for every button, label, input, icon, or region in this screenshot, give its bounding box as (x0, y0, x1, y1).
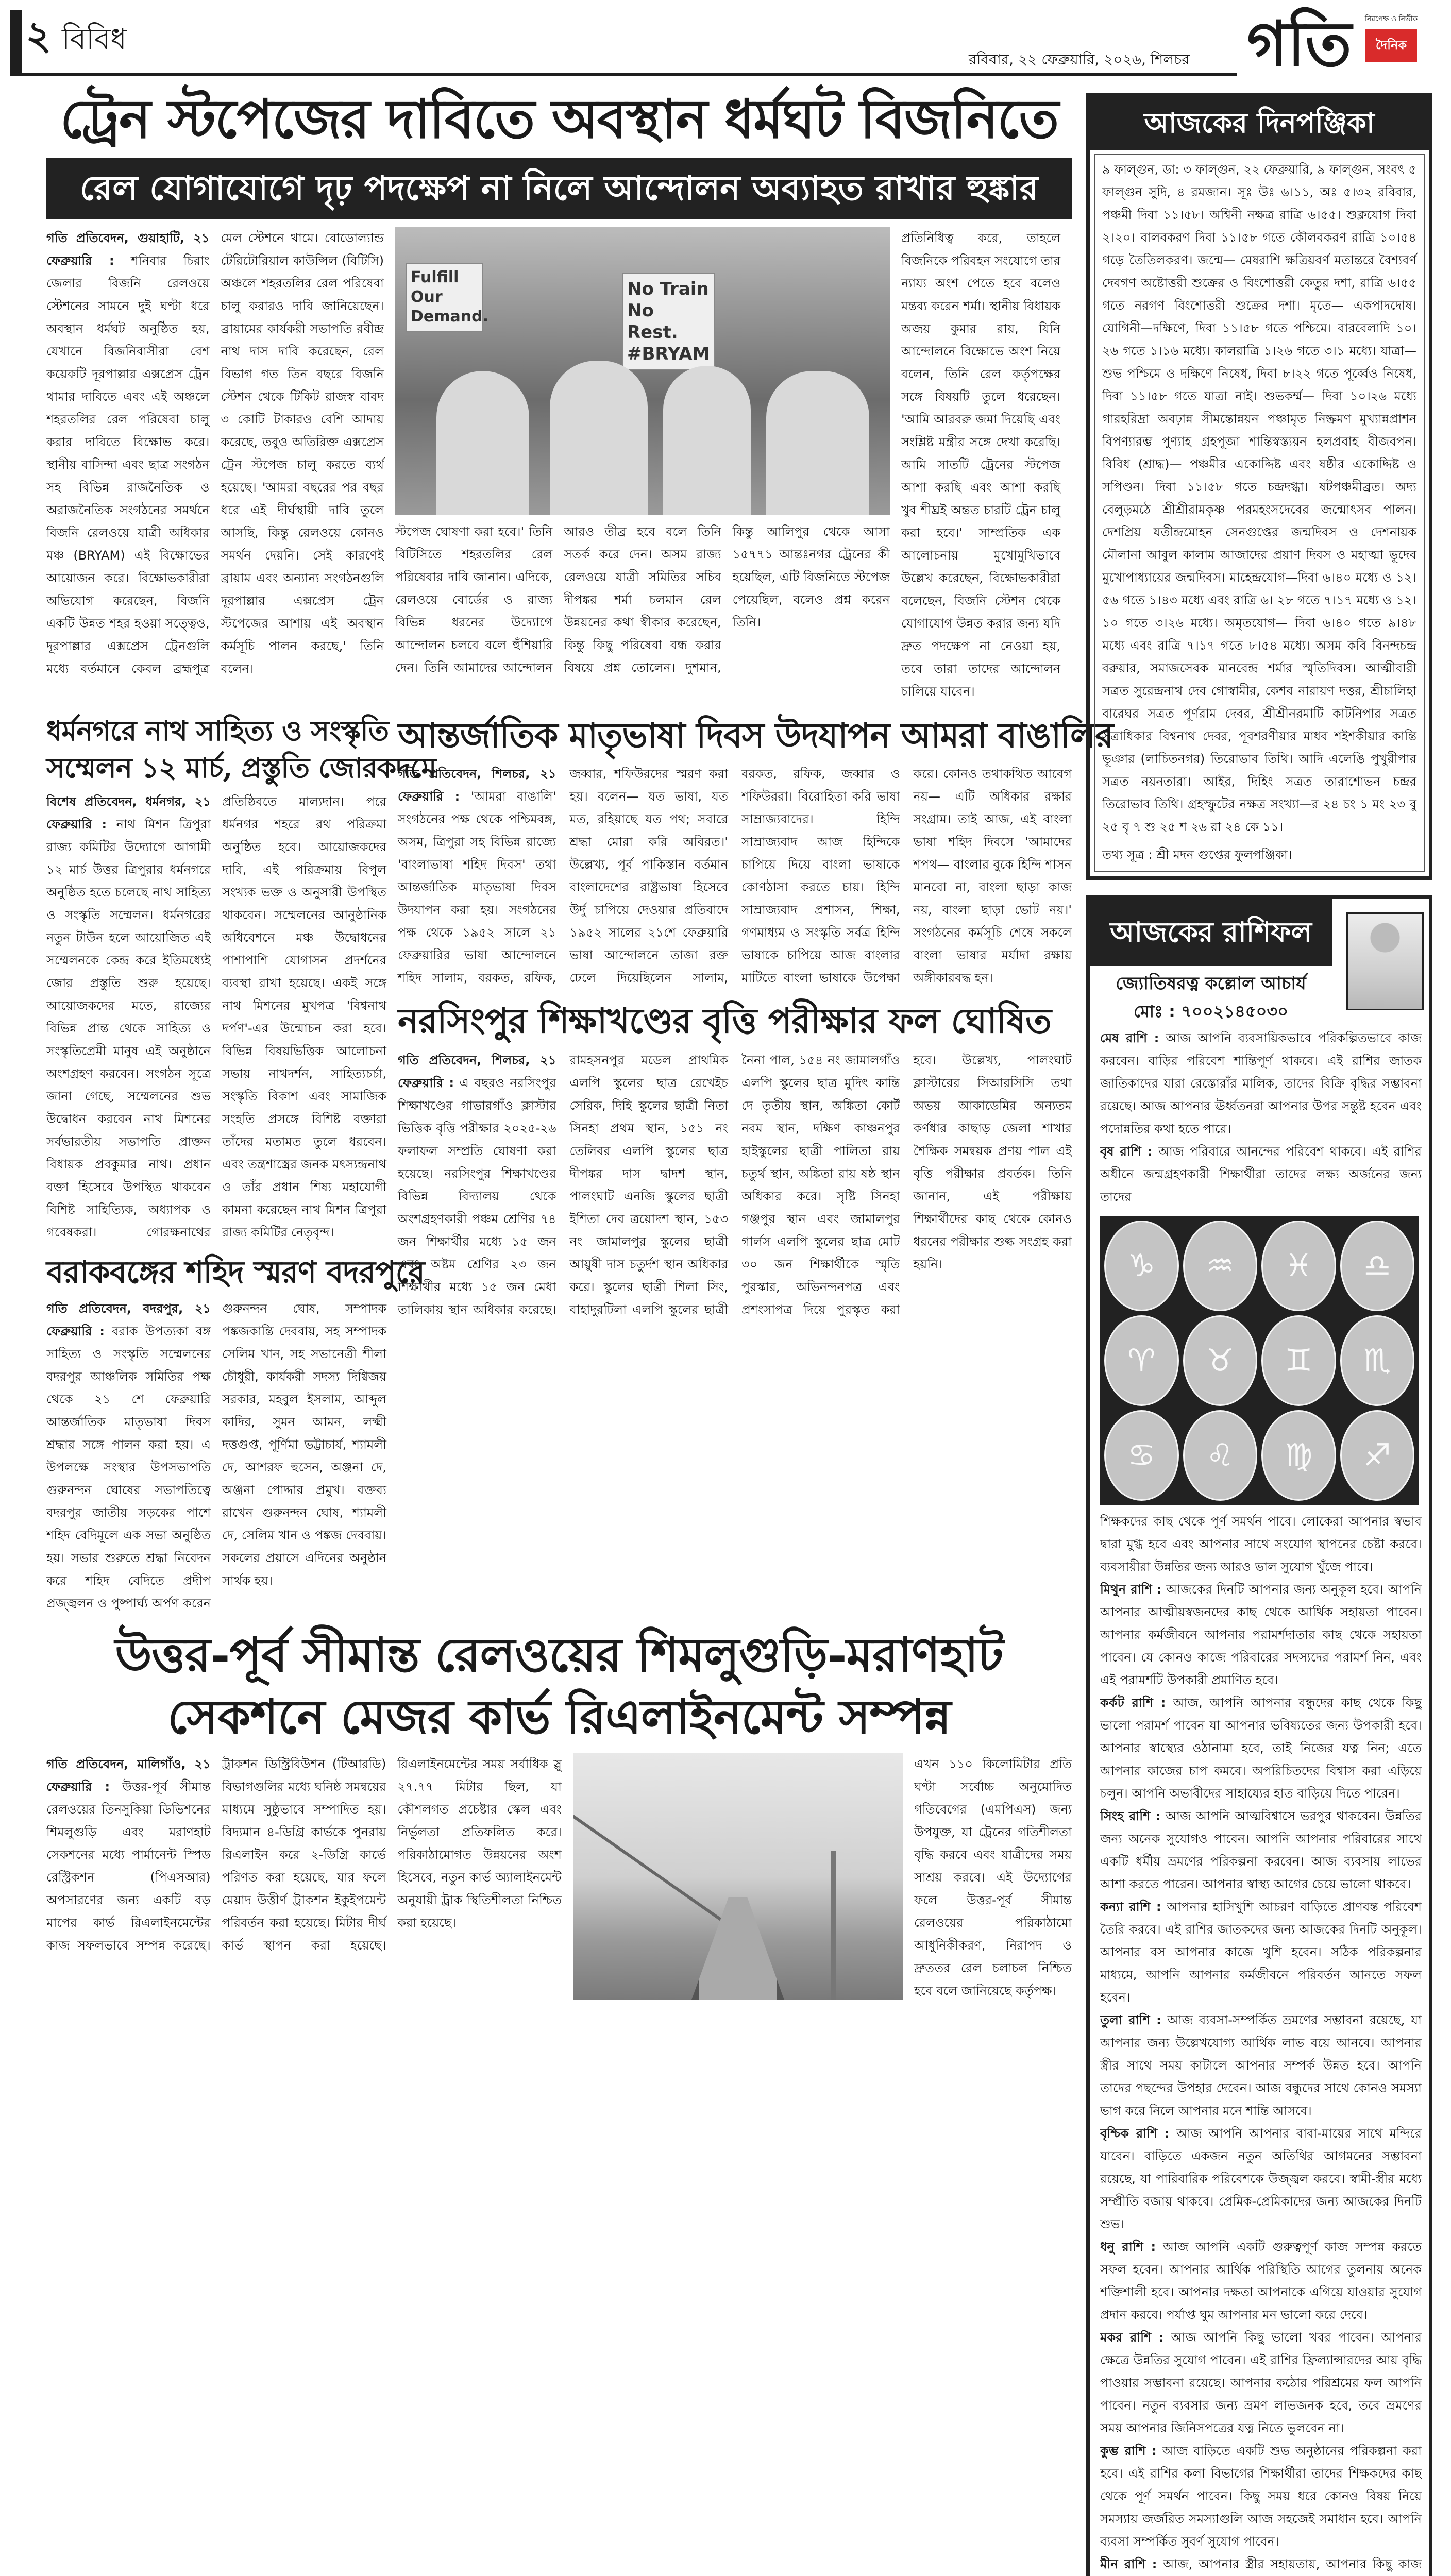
matribhasha-dateline: গতি প্রতিবেদন, শিলচর, ২১ ফেব্রুয়ারি : (398, 767, 556, 804)
rashifal-entry (1100, 2122, 1422, 2235)
dharmanagar-headline-1: ধর্মনগরে নাথ সাহিত্য ও সংস্কৃতি (46, 714, 389, 747)
narsingpur-dateline: গতি প্রতিবেদন, শিলচর, ২১ ফেব্রুয়ারি : (398, 1053, 556, 1090)
rashi-text: আজ আপনি কিছু ভালো খবর পাবেন। আপনার ক্ষেত্রে উন্নতির সুযোগ পাবেন। এই রাশির ফ্রিল্যান্সারদের আয় বৃদ্ধি পাওয়ার সম্ভাবনা রয়েছে। আপনার কঠোর পরিশ্রমের ফল আপনি পাবেন। নতুন ব্যবসার জন্য ভ্রমণ লাভজনক হবে, তবে ভ্রমণের সময় আপনার জিনিসপত্রের যত্ন নিতে ভুলবেন না। (1100, 2330, 1422, 2435)
rashi-text: আজকের দিনটি আপনার জন্য অনুকূল হবে। আপনি আপনার আত্মীয়স্বজনদের কাছ থেকে আর্থিক সহায়তা পাবেন। আপনার কর্মজীবনে আপনার পরামর্শদাতার কাছ থেকে সহায়তা পাবেন। যে কোনও কাজে পরিবারের সদস্যদের পরামর্শ নিন, এবং এই পরামর্শটি উপকারী প্রমাণিত হবে। (1100, 1582, 1422, 1687)
narsingpur-col1-text: এ বছরও নরসিংপুর শিক্ষাখণ্ডের গাভারগাঁও ক্লাস্টার ভিত্তিক বৃত্তি পরীক্ষার ২০২৫-২৬ ফলাফল সম্প্রতি ঘোষণা করা হয়েছে। নরসিংপুর শিক্ষাখণ্ডের বিভিন্ন বিদ্যালয় থেকে অংশগ্রহণকারী পঞ্চম শ্রেণির ৭৪ জন শিক্ষার্থীর মধ্যে ১৫ জন এবং অষ্টম শ্রেণির ২৩ জন শিক্ষার্থীর মধ্যে ১৫ জন মেধা তালিকায় স্থান অধিকার করেছে। (398, 1076, 556, 1317)
rashifal-title: আজকের রাশিফল (1090, 899, 1332, 966)
page-body (46, 82, 1432, 2576)
rashi-name: তুলা রাশি : (1100, 2013, 1161, 2027)
aquarius-icon: ♒ (1183, 1221, 1258, 1311)
zodiac-grid (1100, 1216, 1419, 1505)
rashi-name: বৃষ রাশি : (1100, 1144, 1153, 1159)
electric-pole (831, 1851, 836, 2000)
masthead (10, 10, 1432, 82)
libra-icon: ♎ (1340, 1221, 1415, 1311)
panjika-box (1086, 93, 1432, 880)
main-column (46, 82, 1113, 2002)
rashifal-entry (1100, 1805, 1422, 1895)
taurus-icon: ♉ (1183, 1315, 1258, 1406)
rashifal-entry (1100, 2235, 1422, 2326)
rashi-text: আজ আপনি একটি গুরুত্বপূর্ণ কাজ সম্পন্ন করতে সফল হবেন। আপনার আর্থিক পরিস্থিতি আগের তুলনায় অনেক শক্তিশালী হবে। আপনার দক্ষতা আপনাকে এগিয়ে যাওয়ার সুযোগ প্রদান করবে। পর্যাপ্ত ঘুম আপনার মন ভালো করে দেবে। (1100, 2240, 1422, 2322)
rashifal-entry (1100, 2009, 1422, 2122)
photo-sign-bryam: No Train No Rest. #BRYAM (622, 273, 715, 370)
protest-photo (395, 227, 890, 515)
matribhasha-body (398, 762, 1072, 989)
rashi-name: মেষ রাশি : (1100, 1031, 1159, 1045)
railway-dateline: গতি প্রতিবেদন, মালিগাঁও, ২১ ফেব্রুয়ারি : (46, 1757, 211, 1794)
photo-sign-demand: Fulfill Our Demand. (406, 263, 483, 332)
photo-person (663, 366, 751, 515)
rashifal-header (1090, 899, 1429, 1025)
newspaper-logo: গতি (1247, 8, 1352, 80)
astrologer-avatar (1346, 912, 1424, 1010)
narsingpur-headline: নরসিংপুর শিক্ষাখণ্ডের বৃত্তি পরীক্ষার ফল ঘোষিত (398, 1001, 1051, 1042)
rashifal-header-text (1090, 899, 1332, 1025)
panjika-text: ৯ ফাল্গুন, ডা: ৩ ফাল্গুন, ২২ ফেব্রুয়ারি, ৯ ফাল্গুন, সংবৎ ৫ ফাল্গুন সুদি, ৪ রমজান। সূঃ উঃ ৬।১১, অঃ ৫।৩২ রবিবার, পঞ্চমী দিবা ১১।৫৮। অশ্বিনী নক্ষত্র রাত্রি ৬।৫৫। শুক্লযোগ দিবা ২।২০। বালবকরণ দিবা ১১।৫৮ গতে কৌলবকরণ রাত্রি ১০।৫৪ গড়ে তৈতিলকরণ। জন্মে— মেষরাশি ক্ষত্রিয়বর্ণ মতান্তরে বৈশ্যবর্ণ দেবগণ অষ্টোত্তরী শুক্রের ও বিংশোত্তরী কেতুর দশা, রাত্রি ৬।৫৫ গতে নরগণ বিংশোত্তরী শুক্রের দশা। মৃতে— একপাদদোষ। যোগিনী—দক্ষিণে, দিবা ১১।৫৮ গতে পশ্চিমে। বারবেলাদি ১০।২৬ গতে ১।১৬ মধ্যে। কালরাত্রি ১।২৬ গতে ৩।১ মধ্যে। যাত্রা— শুভ পশ্চিমে ও দক্ষিণে নিষেধ, দিবা ৮।২২ গতে পূর্ব্বেও নিষেধ, দিবা ১১।৫৮ গতে যাত্রা নাই। শুভকর্ম্ম— দিবা ১০।২৬ মধ্যে গারহরিদ্রা অবঢ়ান্ন সীমন্তোন্নয়ন পঞ্চামৃত নিষ্ক্রমণ মুখ্যান্নপ্রাশন বিপণ্যারম্ভ পুণ্যাহ গ্রহপূজা শান্তিস্বস্ত্যয়ন হলপ্রবাহ বীজবপন। বিবিধ (শ্রাদ্ধ)— পঞ্চমীর একোদ্দিষ্ট এবং ষষ্ঠীর একোদ্দিষ্ট ও সপিণ্ডন। দিবা ১১।৫৮ গতে চন্দ্রদগ্ধা। ষটপঞ্চমীব্রত। অদ্য বেলুড়মঠে শ্রীশ্রীরামকৃষ্ণ পরমহংসদেবের জন্মোৎসব পালন। দেশপ্রিয় যতীন্দ্রমোহন সেনগুপ্তের জন্মদিবস ও দেশনায়ক মৌলানা আবুল কালাম আজাদের প্রয়াণ দিবস ও মহাত্মা ভূদেব মুখোপাধ্যায়ের জন্মদিবস। মাহেন্দ্রযোগ—দিবা ৬।৪০ মধ্যে ও ১২।৫৬ গতে ১।৪৩ মধ্যে এবং রাত্রি ৬। ২৮ গতে ৭।১৭ মধ্যে ও ১২।১০ গতে ৩।২৬ মধ্যে। অমৃতযোগ— দিবা ৬।৪০ গতে ৯।৪৮ মধ্যে এবং রাত্রি ৭।১৭ গতে ৮।৫৪ মধ্যে। অসম কবি বিনন্দচন্দ্র বরুয়ার, সমাজসেবক মানবেন্দ্র শর্মার স্মৃতিদিবস। আত্মীবারী সত্রত সুরেন্দ্রনাথ দেব গোস্বামীর, কেশব নারায়ণ দত্তর, শ্রীচালিহা বারেঘর সত্রত পূর্ণরাম দেবর, শ্রীশ্রীনরমাটি কাটনিপার সত্রত সত্রাধিকার বিশ্বনাথ দেবর, পূবশরণীয়ার মাধব শইশকীয়ার কান্তি ভূঞার (লাচিতনগর) তিরোভাব তিথি। আদি এলেঙি পুখুরীপার সত্রত নয়নতারা। আইর, দিহিং সত্রত তারাশোভন চন্দ্রর তিরোভাব তিথি। গ্রহস্ফুটের নক্ষত্র সংখ্যা—র ২৪ চং ১ মং ২৩ বু ২৫ বৃ ৭ শু ২৫ শ ২৬ রা ২৪ কে ১১। (1102, 162, 1416, 834)
narsingpur-col2-text: রামহসনপুর মডেল প্রাথমিক এলপি স্কুলের ছাত্র রেখেইচ সেরিক, দিহি স্কুলের ছাত্রী নিতা সিনহা প্রথম স্থান, ১৫১ নং তেলিবর এলপি স্কুলের ছাত্র দীপঙ্কর দাস দ্বাদশ স্থান, পালংঘাট এনজি স্কুলের ছাত্রী ইশিতা দেব ত্রয়োদশ স্থান, ১৫৩ নং জামালপুর স্কুলের ছাত্রী আয়ুষী দাস চতুর্দশ স্থান অধিকার করে। (569, 1053, 728, 1294)
rashifal-entry (1100, 2326, 1422, 2439)
lead-column-4: প্রতিনিধিত্ব করে, তাহলে বিজনিকে পরিবহন সংযোগে তার ন্যায্য অংশ পেতে হবে বলেও মন্তব্য করেন শর্মা। স্থানীয় বিধায়ক অজয় কুমার রায়, যিনি আন্দোলনে বিক্ষোভে অংশ নিয়ে বলেন, তিনি রেল কর্তৃপক্ষের সঙ্গে বিষয়টি তুলে ধরেছেন। 'আমি আরবরু জমা দিয়েছি এবং সংশ্লিষ্ট মন্ত্রীর সঙ্গে দেখা করেছি। আমি সাতটি ট্রেনের স্টপেজ আশা করছি এবং আশা করছি খুব শীঘ্রই অন্তত চারটি ট্রেন চালু করা হবে।' সাম্প্রতিক এক আলোচনায় মুখোমুখিভাবে উল্লেখ করেছেন, বিক্ষোভকারীরা বলেছেন, বিজনি স্টেশন থেকে যোগাযোগ উন্নত করার জন্য যদি দ্রুত পদক্ষেপ না নেওয়া হয়, তবে তারা তাদের আন্দোলন চালিয়ে যাবেন। (901, 231, 1061, 699)
matribhasha-col1-text: 'আমরা বাঙালি' সংগঠনের পক্ষ থেকে পশ্চিমবঙ্গ, অসম, ত্রিপুরা সহ বিভিন্ন রাজ্যে 'বাংলাভাষা শহিদ দিবস' তথা আন্তর্জাতিক মাতৃভাষা দিবস উদযাপন করা হয়। সংগঠনের পক্ষ থেকে ১৯৫২ সালে ২১ ফেব্রুয়ারির ভাষা আন্দোলনে শহিদ সালাম, বরকত, রফিক, জব্বার, শফিউরদের স্মরণ করা হয়। (398, 767, 728, 985)
gemini-icon: ♊ (1261, 1315, 1336, 1406)
lead-col2-text: বোডোল্যান্ড টেরিটোরিয়াল কাউন্সিল (বিটিসি) অঞ্চলে শহরতলির রেল পরিষেবা চালু করারও দাবি জানিয়েছেন। ব্রায়ামের কার্যকরী সভাপতি রবীন্দ্র নাথ দাস দাবি করেছেন, রেল বিভাগ গত তিন বছরে বিজনি স্টেশন থেকে টিকিট রাজস্ব বাবদ ৩ কোটি টাকারও বেশি আদায় করেছে, তবুও অতিরিক্ত এক্সপ্রেস ট্রেন স্টপেজ চালু করতে ব্যর্থ হয়েছে। 'আমরা বছরের পর বছর ধরে এই দীর্ঘস্থায়ী দাবি তুলে আসছি, কিন্তু রেলওয়ে কোনও সমর্থন দেয়নি। সেই কারণেই ব্রায়াম এবং অন্যান্য সংগঠনগুলি দূরপাল্লার এক্সপ্রেস ট্রেন স্টপেজের আশায় এই অবস্থান কর্মসূচি পালন করছে,' তিনি বলেন। (221, 231, 384, 676)
rashi-text: আজ পরিবারে আনন্দের পরিবেশ থাকবে। এই রাশির অধীনে জন্মগ্রহণকারী শিক্ষার্থীরা তাদের লক্ষ্য অর্জনের জন্য তাদের (1100, 1144, 1422, 1204)
dharmanagar-dateline: বিশেষ প্রতিবেদন, ধর্মনগর, ২১ ফেব্রুয়ারি : (46, 794, 211, 832)
badarpur-col1-text: বরাক উপত্যকা বঙ্গ সাহিত্য ও সংস্কৃতি সম্মেলনের বদরপুর আঞ্চলিক সমিতির পক্ষ থেকে ২১ শে ফেব্রুয়ারি আন্তর্জাতিক মাতৃভাষা দিবস শ্রদ্ধার সঙ্গে পালন করা হয়। এ উপলক্ষে সংস্থার উপসভাপতি গুরুনন্দন ঘোষের সভাপতিত্বে বদরপুর জাতীয় সড়কের পাশে শহিদ বেদিমূলে এক সভা অনুষ্ঠিত হয়। সভার শুরুতে শ্রদ্ধা নিবেদন করে শহিদ বেদিতে প্রদীপ প্রজ্জ্বলন (46, 1324, 211, 1611)
sidebar (1086, 82, 1432, 2576)
lead-dateline: গতি প্রতিবেদন, গুয়াহাটি, ২১ ফেব্রুয়ারি : (46, 231, 210, 268)
lead-caption-col-3: দুশমান, কিন্তু আলিপুর থেকে আসা ১৫৭৭১ আন্তঃনগর ট্রেনের কী হয়েছিল, এটি বিজনিতে স্টপেজ পেয়েছিল, বলেও প্রশ্ন করেন তিনি। (685, 524, 890, 675)
rashi-name: ধনু রাশি : (1100, 2240, 1156, 2254)
matribhasha-col2-text: বলেন— যত ভাষা, যত মত, রহিয়াছে যত পথ; সবারে শ্রদ্ধা মোরা করি অবিরত।' উল্লেখ্য, পূর্ব পাকিস্তান বর্তমান বাংলাদেশের রাষ্ট্রভাষা হিসেবে উর্দু চাপিয়ে দেওয়ার প্রতিবাদে ১৯৫২ সালের ২১শে ফেব্রুয়ারি ভাষা আন্দোলনে তাজা রক্ত ঢেলে দিয়েছিলেন সালাম, বরকত, রফিক, জব্বার ও শফিউররা। (569, 767, 900, 985)
virgo-icon: ♍ (1261, 1410, 1336, 1501)
rashifal-entry (1100, 1895, 1422, 2009)
rashifal-entry (1100, 1140, 1422, 1208)
matribhasha-col4-text: কোনও তথাকথিত আবেগ নয়— এটি অধিকার রক্ষার সংগ্রাম। তাই আজ, এই বাংলা ভাষা শহিদ দিবসে 'আমাদের শপথ— বাংলার বুকে হিন্দি শাসন মানবো না, বাংলা ছাড়া কাজ নয়, বাংলা ছাড়া ভোট নয়।' সংগঠনের কর্মসূচি শেষে সকলে বাংলা ভাষার মর্যাদা রক্ষায় অঙ্গীকারবদ্ধ হন। (913, 767, 1072, 985)
sagittarius-icon: ♐ (1340, 1410, 1415, 1501)
railway-col3-text: মিটার দীর্ঘ কার্ভ স্থাপন করা হয়েছে। রিএলাইনমেন্টের সময় সর্বাধিক স্লু ২৭.৭৭ মিটার ছিল, যা কৌশলগত প্রচেষ্টার স্কেল এবং নির্ভুলতা প্রতিফলিত করে। পরিকাঠামোগত উন্নয়নের অংশ হিসেবে, নতুন কার্ভ অ্যালাইনমেন্ট অনুযায়ী ট্রাক স্থিতিশীলতা নিশ্চিত করা হয়েছে। (222, 1757, 562, 1953)
lead-photo-block (395, 227, 890, 679)
left-stories (46, 712, 436, 1615)
rashi-text: আজ আপনি ব্যবসায়িকভাবে পরিকল্পিতভাবে কাজ করবেন। বাড়ির পরিবেশ শান্তিপূর্ণ থাকবে। এই রাশির জাতক জাতিকাদের যারা রেস্তোরাঁর মালিক, তাদের বিক্রি বৃদ্ধির সম্ভাবনা রয়েছে। আজ আপনার ঊর্ধ্বতনরা আপনার উপর সন্তুষ্ট হবেন এবং পদোন্নতির কথা হতে পারে। (1100, 1031, 1422, 1136)
rashifal-entry (1100, 1691, 1422, 1805)
dharmanagar-body (46, 790, 386, 1244)
rashi-text: আজ আপনি আপনার বাবা-মায়ের সাথে মন্দিরে যাবেন। বাড়িতে একজন নতুন অতিথির আগমনের সম্ভাবনা রয়েছে, যা পারিবারিক পরিবেশকে উজ্জ্বল করবে। স্বামী-স্ত্রীর মধ্যে সম্প্রীতি বজায় থাকবে। প্রেমিক-প্রেমিকাদের জন্য আজকের দিনটি শুভ। (1100, 2126, 1422, 2231)
panjika-title: আজকের দিনপঞ্জিকা (1090, 96, 1429, 150)
dharmanagar-closing-1: এবং তন্ত্রশাস্ত্রের জনক মৎস্যন্দ্রনাথ ও তাঁর প্রধান শিষ্য মহাযোগী (222, 1157, 386, 1194)
section-name: বিবিধ (62, 23, 127, 56)
astrologer-phone: মোঃ : ৭০০২১৪৫০৩০ (1133, 1002, 1289, 1021)
rashifal-entry (1100, 2553, 1422, 2576)
rashi-name: মিথুন রাশি : (1100, 1582, 1162, 1597)
narsingpur-col4-text: সৃষ্টি সিনহা গঞ্জপুর স্থান এবং জামালপুর গার্লস এলপি স্কুলের ছাত্র মোট ৩০ জন শিক্ষার্থীকে স্মৃতি পুরস্কার, অভিনন্দনপত্র এবং প্রশংসাপত্র দিয়ে পুরস্কৃত করা হবে। উল্লেখ্য, পালংঘাট ক্লাস্টারের সিআরসিসি তথা অভয় আকাডেমির অন্যতম কর্ণধার কাছাড় জেলা শাখার শৈক্ষিক সমন্বয়ক প্রণয় পাল এই বৃত্তি পরীক্ষার প্রবর্তক। তিনি জানান, এই পরীক্ষায় শিক্ষার্থীদের কাছ থেকে কোনও ধরনের পরীক্ষার শুল্ক সংগ্রহ করা হয়নি। (741, 1053, 1072, 1317)
rashi-name: মীন রাশি : (1100, 2557, 1157, 2571)
pisces-icon: ♓ (1261, 1221, 1336, 1311)
photo-person (766, 371, 869, 515)
rashi-text: আজ, আপনি আপনার বন্ধুদের কাছ থেকে কিছু ভালো পরামর্শ পাবেন যা আপনার ভবিষ্যতের জন্য উপকারী হবে। আপনার স্বাস্থ্যের ওঠানামা হবে, তাই নিজের যত্ন নিন; এতে আপনার কাজের চাপ কমবে। অপরিচিতদের বিশ্বাস করা এড়িয়ে চলুন। আপনি অভাবীদের সাহায্যের হাত বাড়িয়ে দিতে পারেন। (1100, 1696, 1422, 1801)
lead-subheadline: রেল যোগাযোগে দৃঢ় পদক্ষেপ না নিলে আন্দোলন অব্যাহত রাখার হুঙ্কার (46, 158, 1072, 219)
rashi-name: বৃশ্চিক রাশি : (1100, 2126, 1170, 2141)
badarpur-headline: বরাকবঙ্গের শহিদ স্মরণ বদরপুরে (46, 1255, 425, 1291)
railway-headline-1: উত্তর-পূর্ব সীমান্ত রেলওয়ের শিমলুগুড়ি-মরাণহাট (115, 1627, 1003, 1683)
dharmanagar-headline-2: সম্মেলন ১২ মার্চ, প্রস্তুতি জোরকদমে (46, 751, 436, 784)
rashi-name: কর্কট রাশি : (1100, 1696, 1166, 1710)
cancer-icon: ♋ (1104, 1410, 1179, 1501)
rashifal-entries (1090, 1508, 1429, 2576)
rashifal-box (1086, 895, 1432, 2576)
rashi-text: আপনার হাসিখুশি আচরণ বাড়িতে প্রাণবন্ত পরিবেশ তৈরি করবে। এই রাশির জাতকদের জন্য আজকের দিনটি অনুকূল। আপনার বস আপনার কাজে খুশি হবেন। সঠিক পরিকল্পনার মাধ্যমে, আপনি আপনার কর্মজীবনে পরিবর্তন আনতে সফল হবেন। (1100, 1900, 1422, 2005)
lead-story (46, 227, 1072, 703)
overhead-wire (573, 1815, 734, 1930)
leo-icon: ♌ (1183, 1410, 1258, 1501)
lead-text-left (46, 227, 384, 680)
panjika-body (1094, 154, 1425, 872)
scorpio-icon: ♏ (1340, 1315, 1415, 1406)
right-stories (398, 712, 1113, 1321)
rashi-text: আজ, আপনার স্ত্রীর সহায়তায়, আপনার কিছু কাজ (1163, 2557, 1422, 2571)
railway-headlines (46, 1624, 1072, 1748)
panjika-source: তথ্য সূত্র : শ্রী মদন গুপ্তের ফুলপঞ্জিকা। (1102, 848, 1292, 862)
photo-person (436, 371, 529, 515)
date-line: রবিবার, ২২ ফেব্রুয়ারি, ২০২৬, শিলচর (969, 51, 1190, 68)
dharmanagar-col2-text: গোরক্ষনাথের প্রতিষ্ঠিবতে মাল্যদান। পরে ধর্মনগর শহরে রথ পরিক্রমা অনুষ্ঠিত হবে। আয়োজকদের দাবি, এই পরিক্রমায় বিপুল সংখ্যক ভক্ত ও অনুসারী উপস্থিত থাকবেন। সম্মেলনের আনুষ্ঠানিক অধিবেশনে মঞ্চ উদ্বোধনের পাশাপাশি যোগাসন প্রদর্শনের ব্যবস্থা রাখা হয়েছে। একই সঙ্গে নাথ মিশনের মুখপত্র 'বিশ্বনাথ দর্পণ'-এর উন্মোচন করা হবে। বিভিন্ন বিষয়ভিত্তিক আলোচনা সভায় নাথদর্শন, সাহিত্যচর্চা, সংস্কৃতি বিকাশ এবং সামাজিক সংহতি প্রসঙ্গে বিশিষ্ট বক্তারা তাঁদের মতামত তুলে ধরবেন। (146, 794, 386, 1240)
railway-text-left (46, 1753, 562, 1957)
dharmanagar-closing-2: কামনা করেছেন নাথ মিশন ত্রিপুরা রাজ্য কমিটির নেতৃবৃন্দ। (222, 1202, 386, 1240)
badarpur-body (46, 1297, 386, 1615)
rashi-name: কুম্ভ রাশি : (1100, 2444, 1157, 2458)
rashi-name: সিংহ রাশি : (1100, 1809, 1161, 1823)
rashi-name: কন্যা রাশি : (1100, 1900, 1161, 1914)
aries-icon: ♈ (1104, 1315, 1179, 1406)
astrologer-name: জ্যোতিষরত্ন কল্লোল আচার্য (1116, 973, 1306, 994)
photo-person (550, 361, 648, 515)
railway-col2-text: ট্রাকশন ডিস্ট্রিবিউশন (টিআরডি) বিভাগগুলির মধ্যে ঘনিষ্ঠ সমন্বয়ের মাধ্যমে সুষ্ঠুভাবে সম্পাদিত হয়। বিদ্যমান ৪-ডিগ্রি কার্ভকে পুনরায় রিএলাইন করে ২-ডিগ্রি কার্ভে পরিণত করা হয়েছে, যার ফলে মেয়াদ উত্তীর্ণ ট্রাকশন ইকুইপমেন্ট পরিবর্তন করা হয়েছে। (222, 1757, 386, 1930)
narsingpur-body (398, 1049, 1072, 1321)
narsingpur-col3-text: স্কুলের ছাত্রী শিলা সিং, বাহাদুরটিলা এলপি স্কুলের ছাত্রী নৈনা পাল, ১৫৪ নং জামালগাঁও এলপি স্কুলের ছাত্র মুদিৎ কান্তি দে তৃতীয় স্থান, অঙ্কিতা কোর্ট নবম স্থান, দক্ষিণ কাঞ্চনপুর হাইস্কুলের ছাত্রী পালিতা রায় চতুর্থ স্থান, অঙ্কিতা রায় ষষ্ঠ স্থান অধিকার করে। (569, 1053, 900, 1317)
railway-tracks (691, 1897, 784, 2000)
lead-col1-text: শনিবার চিরাং জেলার বিজনি রেলওয়ে স্টেশনের সামনে দুই ঘণ্টা ধরে অবস্থান ধর্মঘট অনুষ্ঠিত হয়, যেখানে বিজনিবাসীরা বেশ কয়েকটি দূরপাল্লার এক্সপ্রেস ট্রেন থামার দাবিতে এবং এই অঞ্চলে শহরতলির রেল পরিষেবা চালু করার দাবিতে বিক্ষোভ করে। স্থানীয় বাসিন্দা এবং ছাত্র সংগঠন সহ বিভিন্ন রাজনৈতিক ও অরাজনৈতিক সংগঠনের সমর্থনে বিজনি রেলওয়ে যাত্রী অধিকার মঞ্চ (BRYAM) এই বিক্ষোভের আয়োজন করে। বিক্ষোভকারীরা অভিযোগ করেছেন, বিজনি একটি উন্নত শহর হওয়া সত্ত্বেও, দূরপাল্লার এক্সপ্রেস ট্রেনগুলি মধ্যে বর্তমানে কেবল ব্রহ্মপুত্র মেল স্টেশনে থামে। (46, 231, 318, 676)
page-number: ২ (26, 12, 52, 58)
lead-caption-col-1: স্টপেজ ঘোষণা করা হবে।' তিনি বিটিসিতে শহরতলির রেল পরিষেবার দাবি জানান। এদিকে, রেলওয়ে বোর্ডের ও রাজ্য বিভিন্ন ধরনের উদ্যোগে আন্দোলন চলবে বলে হুঁশিয়ারি দেন। (395, 524, 553, 675)
rashifal-continuation: শিক্ষকদের কাছ থেকে পূর্ণ সমর্থন পাবে। লোকেরা আপনার স্বভাব দ্বারা মুগ্ধ হবে এবং আপনার সাথে সংযোগ স্থাপনের চেষ্টা করবে। ব্যবসায়ীরা উন্নতির জন্য আরও ভাল সুযোগ খুঁজে পাবে। (1100, 1514, 1422, 1574)
rashifal-entry (1100, 2439, 1422, 2553)
lead-photo-captions (395, 520, 890, 679)
railway-story (46, 1753, 1072, 2002)
matribhasha-col3-text: বিরোহিতা করি ভাষা সাম্রাজ্যবাদের। হিন্দি সাম্রাজ্যবাদ আজ হিন্দিকে চাপিয়ে দিয়ে বাংলা ভাষাকে কোণঠাসা করতে চায়। হিন্দি সাম্রাজ্যবাদ প্রশাসন, শিক্ষা, গণমাধ্যম ও সংস্কৃতি সর্বত্র হিন্দি ভাষাকে চাপিয়ে আজ বাংলার মাটিতে বাংলা ভাষাকে উপেক্ষা করে। (741, 767, 938, 985)
rashi-text: আজ আপনি আত্মবিশ্বাসে ভরপুর থাকবেন। উন্নতির জন্য অনেক সুযোগও পাবেন। আপনি আপনার পরিবারের সাথে একটি ধর্মীয় ভ্রমণের পরিকল্পনা করবেন। আজ ব্যবসায় লাভের আশা করতে পারেন। আপনার স্বাস্থ্য আগের চেয়ে ভালো থাকবে। (1100, 1809, 1422, 1891)
rashifal-entry (1100, 1578, 1422, 1691)
railway-column-4: এখন ১১০ কিলোমিটার প্রতি ঘণ্টা সর্বোচ্চ অনুমোদিত গতিবেগের (এমপিএস) জন্য উপযুক্ত, যা ট্রেনের গতিশীলতা বৃদ্ধি করবে এবং যাত্রীদের সময় সাশ্রয় করবে। এই উদ্যোগের ফলে উত্তর-পূর্ব সীমান্ত রেলওয়ের পরিকাঠামো আধুনিকীকরণ, নিরাপদ ও দ্রুততর রেল চলাচল নিশ্চিত হবে বলে জানিয়েছে কর্তৃপক্ষ। (914, 1757, 1072, 1998)
logo-tagline: নিরপেক্ষ ও নির্ভীক (1364, 15, 1418, 23)
badarpur-dateline: গতি প্রতিবেদন, বদরপুর, ২১ ফেব্রুয়ারি : (46, 1301, 211, 1338)
capricorn-icon: ♑ (1104, 1221, 1179, 1311)
railway-track-photo (573, 1753, 903, 2000)
railway-col1-text: উত্তর-পূর্ব সীমান্ত রেলওয়ের তিনসুকিয়া ডিভিশনের শিমলুগুড়ি এবং মরাণহাট সেকশনের মধ্যে পার্মানেন্ট স্পিড রেস্ট্রিকশন (পিএসআর) অপসারণের জন্য একটি বড় মাপের কার্ভ রিএলাইনমেন্টের কাজ সফলভাবে সম্পন্ন করেছে। (46, 1780, 211, 1953)
lead-caption-col-2: তিনি আমাদের আন্দোলন আরও তীব্র হবে বলে তিনি সতর্ক করে দেন। অসম রাজ্য রেলওয়ে যাত্রী সমিতির সচিব দীপঙ্কর শর্মা চলমান রেল উন্নয়নের কথা স্বীকার করেছেন, কিন্তু কিছু পরিষেবা বন্ধ করার বিষয়ে প্রশ্ন তোলেন। (424, 524, 721, 675)
badarpur-col2-text: ও পুষ্পার্ঘ্য অর্পণ করেন গুরুনন্দন ঘোষ, সম্পাদক পঙ্কজকান্তি দেববায়, সহ সম্পাদক সেলিম খান, সহ সভানেত্রী শীলা চৌধুরী, কার্যকরী সদস্য দিগ্বিজয় সরকার, মহবুল ইসলাম, আব্দুল কাদির, সুমন আমন, লক্ষ্মী দত্তগুপ্ত, পূর্ণিমা ভট্টাচার্য, শ্যামলী দে, আশরফ হুসেন, অঞ্জনা দে, অঞ্জনা পোদ্দার প্রমুখ। বক্তব্য রাখেন গুরুনন্দন ঘোষ, শ্যামলী দে, সেলিম খান ও পঙ্কজ দেববায়। সকলের প্রয়াসে এদিনের অনুষ্ঠান সার্থক হয়। (97, 1301, 386, 1611)
logo-badge: দৈনিক (1365, 29, 1417, 62)
middle-stories (46, 712, 1113, 1615)
rashifal-entry (1100, 1027, 1422, 1140)
rashi-text: আজ ব্যবসা-সম্পর্কিত ভ্রমণের সম্ভাবনা রয়েছে, যা আপনার জন্য উল্লেখযোগ্য আর্থিক লাভ বয়ে আনবে। আপনার স্ত্রীর সাথে সময় কাটালে আপনার সম্পর্ক উন্নত হবে। আপনি তাদের পছন্দের উপহার দেবেন। আজ বন্ধুদের সাথে কোনও সমস্যা ভাগ করে নিলে আপনার মনে শান্তি আসবে। (1100, 2013, 1422, 2118)
rashi-text: আজ বাড়িতে একটি শুভ অনুষ্ঠানের পরিকল্পনা করা হবে। এই রাশির কলা বিভাগের শিক্ষার্থীরা তাদের শিক্ষকদের কাছ থেকে পূর্ণ সমর্থন পাবেন। কিছু সময় ধরে কোনও বিষয় নিয়ে সমস্যায় জর্জরিত সমস্যাগুলি আজ সহজেই সমাধান হবে। আপনি ব্যবসা সম্পর্কিত সুবর্ণ সুযোগ পাবেন। (1100, 2444, 1422, 2549)
dharmanagar-col1-text: নাথ মিশন ত্রিপুরা রাজ্য কমিটির উদ্যোগে আগামী ১২ মার্চ উত্তর ত্রিপুরার ধর্মনগরে অনুষ্ঠিত হতে চলেছে নাথ সাহিত্য ও সংস্কৃতি সম্মেলন। ধর্মনগরের নতুন টাউন হলে আয়োজিত এই সম্মেলনকে কেন্দ্র করে ইতিমধ্যেই জোর প্রস্তুতি শুরু হয়েছে। আয়োজকদের মতে, রাজ্যের বিভিন্ন প্রান্ত থেকে সাহিত্য ও সংস্কৃতিপ্রেমী মানুষ এই অনুষ্ঠানে অংশগ্রহণ করবেন। সংগঠন সূত্রে জানা গেছে, সম্মেলনের শুভ উদ্বোধন করবেন নাথ মিশনের সর্বভারতীয় সভাপতি প্রাক্তন বিধায়ক প্রবকুমার নাথ। প্রধান বক্তা হিসেবে উপস্থিত থাকবেন বিশিষ্ট সাহিত্যিক, অধ্যাপক ও গবেষকরা। (46, 817, 211, 1240)
page-number-bar (10, 10, 22, 76)
rashifal-top-entries (1090, 1025, 1429, 1213)
masthead-rule (10, 73, 1237, 76)
lead-headline: ট্রেন স্টপেজের দাবিতে অবস্থান ধর্মঘট বিজনিতে (60, 87, 1058, 150)
matribhasha-headline: আন্তর্জাতিক মাতৃভাষা দিবস উদযাপন আমরা বাঙালির (398, 715, 1113, 755)
rashi-name: মকর রাশি : (1100, 2330, 1164, 2345)
railway-headline-2: সেকশনে মেজর কার্ভ রিএলাইনমেন্ট সম্পন্ন (167, 1689, 951, 1744)
